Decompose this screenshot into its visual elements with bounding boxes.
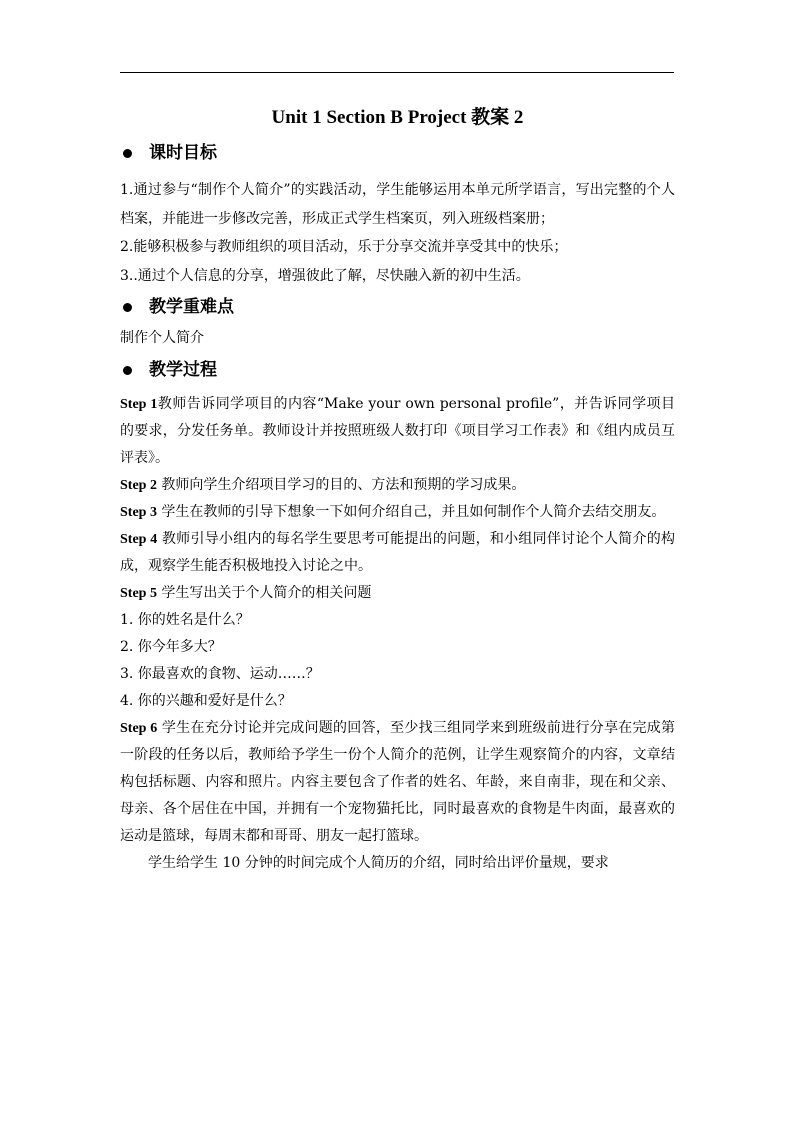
- bullet-icon: [123, 149, 132, 158]
- closing-paragraph: 学生给学生 10 分钟的时间完成个人简历的介绍，同时给出评价量规，要求: [148, 854, 609, 871]
- objective-line-3: 3..通过个人信息的分享，增强彼此了解，尽快融入新的初中生活。: [120, 267, 530, 284]
- step-paragraph: [120, 391, 675, 472]
- step-text: 学生在教师的引导下想象一下如何介绍自己，并且如何制作个人简介去结交朋友。: [156, 503, 666, 520]
- section-heading-label: 教学过程: [149, 359, 217, 380]
- step-label: Step 6: [120, 720, 158, 736]
- step-paragraph: [120, 715, 675, 850]
- question-item: 4. 你的兴趣和爱好是什么？: [120, 692, 292, 709]
- bullet-icon: [123, 303, 132, 312]
- header-rule: [120, 72, 674, 73]
- step-label: Step 4: [120, 531, 158, 547]
- section-heading-label: 教学重难点: [149, 297, 234, 317]
- step-paragraph: [120, 580, 675, 607]
- section-heading-label: 课时目标: [149, 143, 217, 163]
- step-paragraph: [120, 499, 675, 526]
- section-heading-key-points: [120, 290, 675, 324]
- step-label: Step 1: [120, 396, 158, 412]
- section-heading-process: [120, 353, 675, 387]
- step-text: 教师引导小组内的每名学生要思考可能提出的问题，和小组同伴讨论个人简介的构成，观察学生能否积极地投入讨论之中。: [120, 530, 676, 574]
- document-body: [120, 100, 675, 877]
- question-item: 3. 你最喜欢的食物、运动……？: [120, 665, 320, 682]
- step-paragraph: [120, 526, 675, 580]
- step-paragraph: [120, 472, 675, 499]
- step-text: 教师向学生介绍项目学习的目的、方法和预期的学习成果。: [156, 476, 526, 493]
- step-text: 学生在充分讨论并完成问题的回答，至少找三组同学来到班级前进行分享在完成第一阶段的任务以后，教师给予学生一份个人简介的范例，让学生观察简介的内容，文章结构包括标题、内容和照片。内容主要包含了作者的姓名、年龄，来自南非，现在和父亲、母亲、各个居住在中国，并拥有一个宠物猫托比，同时最喜欢的食物是牛肉面，最喜欢的运动是篮球，每周末都和哥哥、朋友一起打篮球。: [120, 719, 676, 844]
- bullet-icon: [123, 366, 132, 375]
- step-text: 教师告诉同学项目的内容“Make your own personal profile”，并告诉同学项目的要求，分发任务单。教师设计并按照班级人数打印《项目学习工作表》和《组内成员互评表》。: [120, 395, 675, 466]
- step-text: 学生写出关于个人简介的相关问题: [156, 584, 372, 601]
- step-label: Step 3: [120, 504, 157, 520]
- step-label: Step 5: [120, 585, 157, 601]
- question-item: 2. 你今年多大？: [120, 638, 222, 655]
- objective-line-1: 1.通过参与“制作个人简介”的实践活动，学生能够运用本单元所学语言，写出完整的个人档案，并能进一步修改完善，形成正式学生档案页，列入班级档案册；: [120, 182, 675, 227]
- key-points-text: 制作个人简介: [120, 330, 204, 346]
- document-title: Unit 1 Section B Project 教案 2: [271, 107, 524, 128]
- step-label: Step 2: [120, 477, 157, 493]
- question-item: 1. 你的姓名是什么？: [120, 611, 250, 628]
- objective-line-2: 2.能够积极参与教师组织的项目活动，乐于分享交流并享受其中的快乐；: [120, 239, 568, 255]
- section-heading-objectives: [120, 136, 675, 170]
